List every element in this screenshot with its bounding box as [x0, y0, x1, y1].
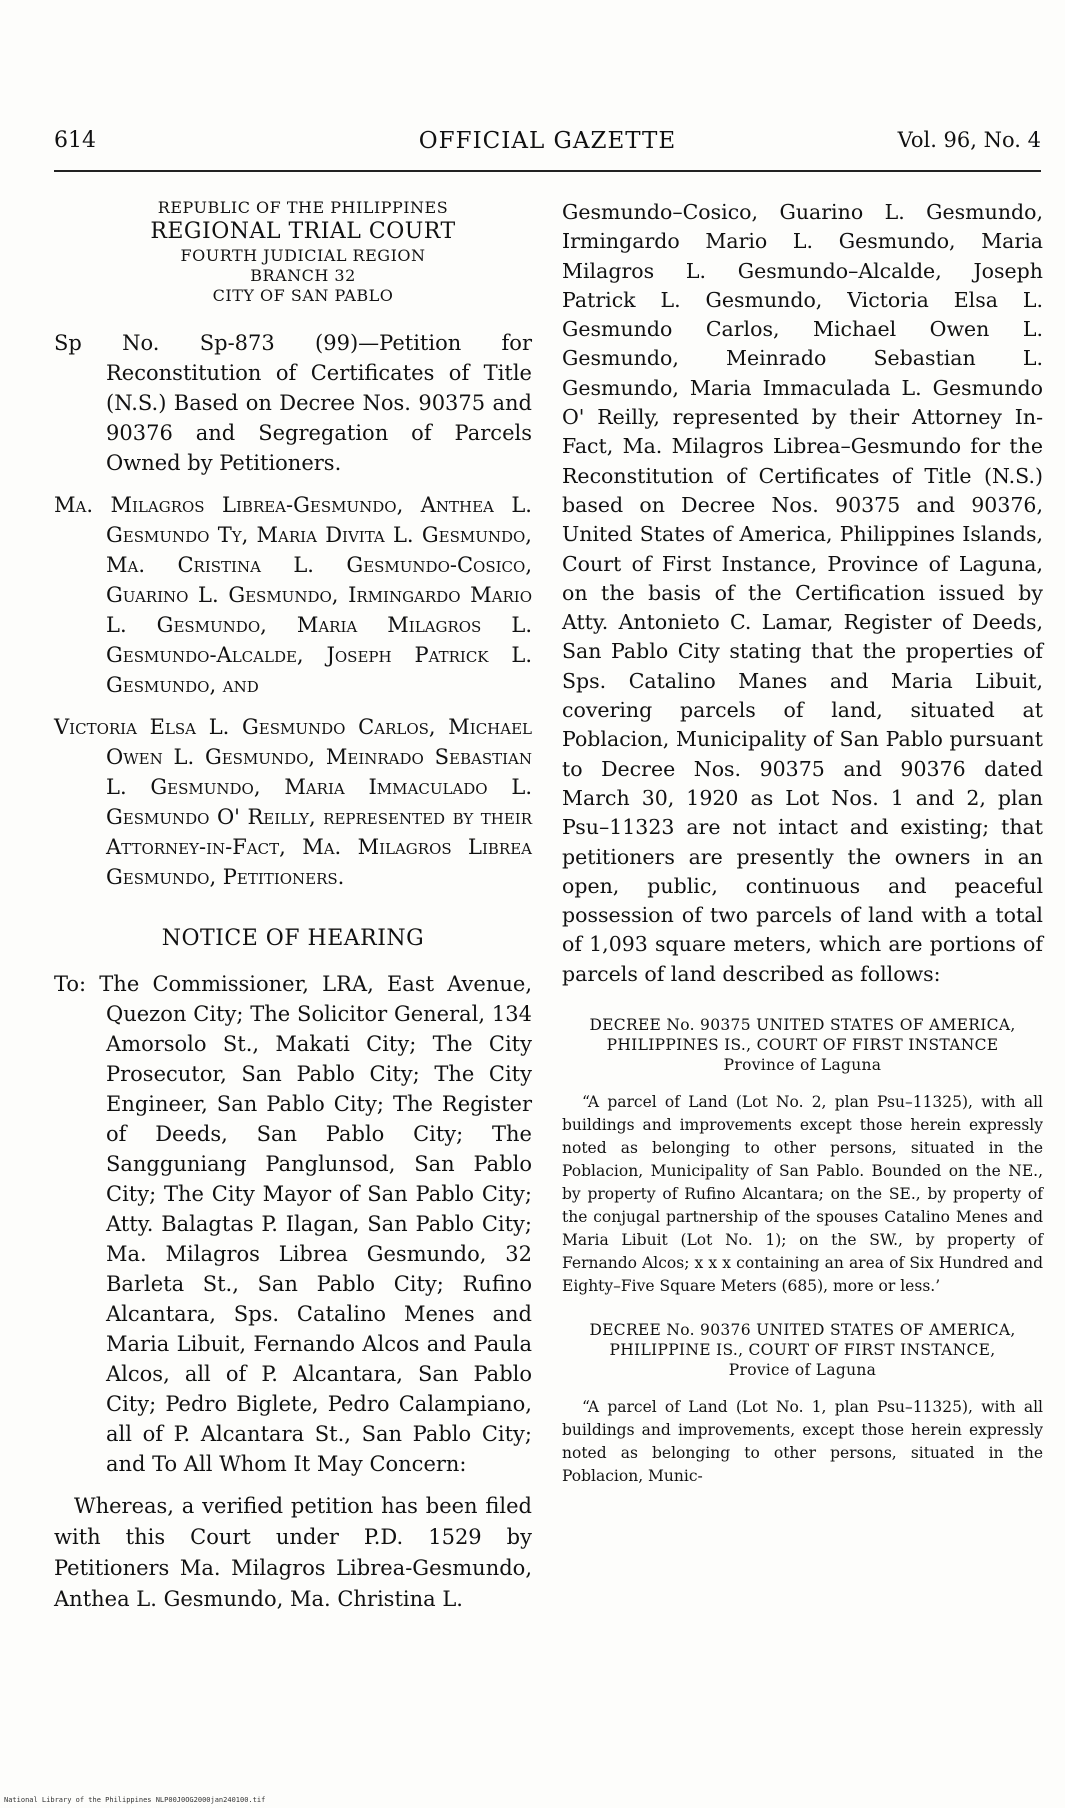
- decree-2-title: DECREE No. 90376 UNITED STATES OF AMERICA, PHILIPPINE IS., COURT OF FIRST INSTANCE,: [589, 1321, 1016, 1360]
- case-title: Sp No. Sp-873 (99)—Petition for Reconstitution of Certificates of Title (N.S.) Based on Decree Nos. 90375 and 90376 and Segregation of Parcels Owned by Petitioners.: [54, 330, 532, 475]
- whereas-paragraph: Whereas, a verified petition has been filed with this Court under P.D. 1529 by Petitioners Ma. Milagros Librea-Gesmundo, Anthea L. Gesmundo, Ma. Christina L.: [54, 1493, 532, 1611]
- page-header: [54, 128, 1041, 162]
- scan-footer: National Library of the Philippines NLP00J0OG2000jan240100.tif: [4, 1796, 266, 1804]
- header-rule: [54, 170, 1041, 172]
- gazette-title: OFFICIAL GAZETTE: [418, 128, 677, 154]
- page-number: 614: [54, 128, 96, 153]
- city-line: CITY OF SAN PABLO: [212, 285, 394, 305]
- petitioners-list-1: Ma. Milagros Librea-Gesmundo, Anthea L. Gesmundo Ty, Maria Divita L. Gesmundo, Ma. Cristina L. Gesmundo-Cosico, Guarino L. Gesmundo, Irmingardo Mario L. Gesmundo, Maria Milagros L. Gesmundo-Alcalde, Joseph Patrick L. Gesmundo, and: [54, 492, 532, 697]
- volume-info: Vol. 96, No. 4: [897, 128, 1041, 152]
- court-name: REGIONAL TRIAL COURT: [150, 219, 456, 244]
- notice-title: NOTICE OF HEARING: [161, 925, 425, 951]
- left-column: [54, 198, 532, 1615]
- notice-addressees: To: The Commissioner, LRA, East Avenue, Quezon City; The Solicitor General, 134 Amorsolo St., Makati City; The City Prosecutor, San Pablo City; The City Engineer, San Pablo City; The Register of Deeds, San Pablo City; The Sangguniang Panglunsod, San Pablo City; The City Mayor of San Pablo City; Atty. Balagtas P. Ilagan, San Pablo City; Ma. Milagros Librea Gesmundo, 32 Barleta St., San Pablo City; Rufino Alcantara, Sps. Catalino Menes and Maria Libuit, Fernando Alcos and Paula Alcos, all of P. Alcantara, San Pablo City; Pedro Biglete, Pedro Calampiano, all of P. Alcantara St., San Pablo City; and To All Whom It May Concern:: [54, 971, 532, 1476]
- republic-line: REPUBLIC OF THE PHILIPPINES: [157, 198, 449, 217]
- petitioners-list-2: Victoria Elsa L. Gesmundo Carlos, Michael Owen L. Gesmundo, Meinrado Sebastian L. Gesmundo, Maria Immaculado L. Gesmundo O' Reilly, represented by their Attorney-in-Fact, Ma. Milagros Librea Gesmundo, Petitioners.: [54, 714, 532, 889]
- branch-line: BRANCH 32: [250, 265, 356, 285]
- petition-continuation: Gesmundo–Cosico, Guarino L. Gesmundo, Irmingardo Mario L. Gesmundo, Maria Milagros L. Gesmundo–Alcalde, Joseph Patrick L. Gesmundo, Victoria Elsa L. Gesmundo Carlos, Michael Owen L. Gesmundo, Meinrado Sebastian L. Gesmundo, Maria Immaculada L. Gesmundo O' Reilly, represented by their Attorney In-Fact, Ma. Milagros Librea–Gesmundo for the Reconstitution of Certificates of Title (N.S.) based on Decree Nos. 90375 and 90376, United States of America, Philippines Islands, Court of First Instance, Province of Laguna, on the basis of the Certification issued by Atty. Antonieto C. Lamar, Register of Deeds, San Pablo City stating that the properties of Sps. Catalino Manes and Maria Libuit, covering parcels of land, situated at Poblacion, Municipality of San Pablo pursuant to Decree Nos. 90375 and 90376 dated March 30, 1920 as Lot Nos. 1 and 2, plan Psu–11323 are not intact and existing; that petitioners are presently the owners in an open, public, continuous and peaceful possession of two parcels of land with a total of 1,093 square meters, which are portions of parcels of land described as follows:: [562, 200, 1043, 986]
- decree-1-heading: [570, 1015, 1035, 1075]
- judicial-region: FOURTH JUDICIAL REGION: [180, 245, 426, 265]
- decree-1-province: Province of Laguna: [723, 1056, 882, 1075]
- decree-2-heading: [570, 1320, 1035, 1380]
- decree-1-text: “A parcel of Land (Lot No. 2, plan Psu–11325), with all buildings and improvements except those herein expressly noted as belonging to other persons, situated in the Poblacion, Municipality of San Pablo. Bounded on the NE., by property of Rufino Alcantara; on the SE., by property of the conjugal partnership of the spouses Catalino Menes and Maria Libuit (Lot No. 1); on the SW., by property of Fernando Alcos; x x x containing an area of Six Hundred and Eighty–Five Square Meters (685), more or less.’: [562, 1093, 1043, 1296]
- right-column: [562, 198, 1043, 1488]
- decree-2-text: “A parcel of Land (Lot No. 1, plan Psu–11325), with all buildings and improvements, except those herein expressly noted as belonging to other persons, situated in the Poblacion, Munic-: [562, 1398, 1043, 1486]
- decree-1-title: DECREE No. 90375 UNITED STATES OF AMERICA, PHILIPPINES IS., COURT OF FIRST INSTANCE: [589, 1016, 1016, 1055]
- decree-2-province: Provice of Laguna: [728, 1361, 877, 1380]
- court-header: [74, 198, 532, 306]
